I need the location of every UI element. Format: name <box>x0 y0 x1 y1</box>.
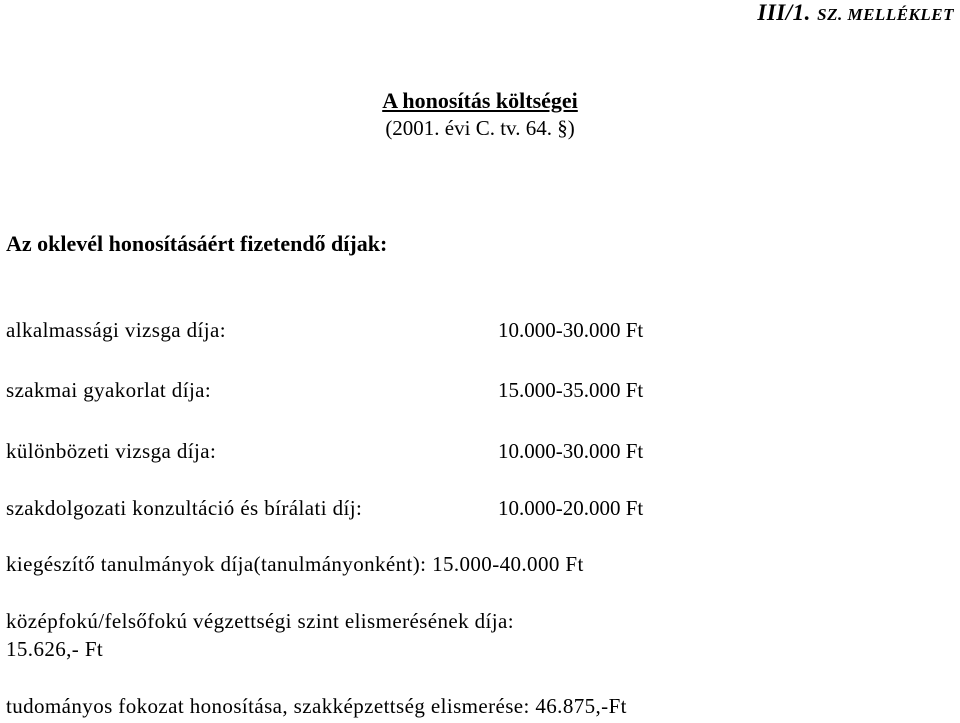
annex-smallcaps: SZ. MELLÉKLET <box>817 5 954 24</box>
fee-amount-thesis-consultation: 10.000-20.000 Ft <box>498 496 644 520</box>
annex-label <box>757 0 954 26</box>
document-title: A honosítás költségei <box>382 88 578 113</box>
legal-reference: (2001. évi C. tv. 64. §) <box>385 116 575 140</box>
fees-heading: Az oklevél honosításáért fizetendő díjak: <box>6 231 388 256</box>
education-level-label: középfokú/felsőfokú végzettségi szint elismerésének díja: <box>6 609 514 633</box>
supplementary-studies-amount: 15.000-40.000 Ft <box>432 552 584 576</box>
fee-label-thesis-consultation: szakdolgozati konzultáció és bírálati díj: <box>6 496 363 520</box>
supplementary-studies-line <box>6 552 584 577</box>
fee-amount-differential-exam: 10.000-30.000 Ft <box>498 439 644 463</box>
education-level-amount: 15.626,- Ft <box>6 637 104 661</box>
scientific-degree-line: tudományos fokozat honosítása, szakképzettség elismerése: 46.875,-Ft <box>6 694 627 718</box>
supplementary-studies-label: kiegészítő tanulmányok díja(tanulmányonként): <box>6 552 427 576</box>
fee-label-differential-exam: különbözeti vizsga díja: <box>6 439 217 463</box>
fee-label-practical-training: szakmai gyakorlat díja: <box>6 378 212 402</box>
annex-number: III/1. <box>757 0 818 25</box>
fee-amount-aptitude-exam: 10.000-30.000 Ft <box>498 318 644 342</box>
fee-label-aptitude-exam: alkalmassági vizsga díja: <box>6 318 226 342</box>
fee-amount-practical-training: 15.000-35.000 Ft <box>498 378 644 402</box>
